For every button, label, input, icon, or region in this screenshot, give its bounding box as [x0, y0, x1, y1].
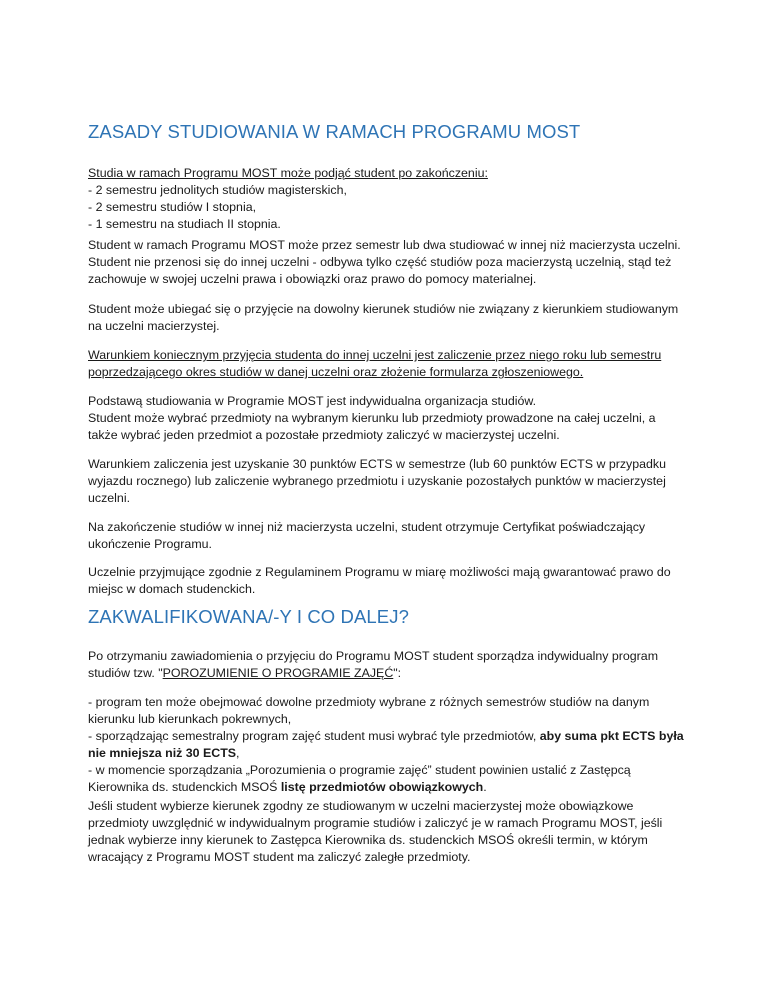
list-item: - 2 semestru jednolitych studiów magisterskich,	[88, 183, 347, 197]
paragraph-dormitory	[88, 564, 688, 598]
list-item: - 2 semestru studiów I stopnia,	[88, 200, 257, 214]
paragraph-text: Student może wybrać przedmioty na wybranym kierunku lub przedmioty prowadzone na całej uczelni, a także wybrać jeden przedmiot a pozostałe przedmioty zaliczyć w macierzystej uczelni.	[88, 411, 656, 442]
paragraph-organization	[88, 393, 688, 444]
paragraph-field-choice	[88, 301, 688, 335]
paragraph-text: Po otrzymaniu zawiadomienia o przyjęciu do Programu MOST student sporządza indywidualny program studiów tzw. "	[88, 649, 659, 680]
bold-text: aby suma pkt ECTS była nie mniejsza niż 30 ECTS	[88, 729, 684, 760]
paragraph-condition	[88, 347, 688, 381]
paragraph-text: Warunkiem koniecznym przyjęcia studenta do innej uczelni jest zaliczenie przez niego roku lub semestru poprzedzającego okres studiów w danej uczelni oraz złożenie formularza zgłoszeniowego.	[88, 348, 662, 379]
paragraph-text: - sporządzając semestralny program zajęć student musi wybrać tyle przedmiotów,	[88, 729, 540, 743]
paragraph-text: Student może ubiegać się o przyjęcie na dowolny kierunek studiów nie związany z kierunkiem studiowanym na uczelni macierzystej.	[88, 302, 679, 333]
bold-text: listę przedmiotów obowiązkowych	[280, 780, 484, 794]
paragraph-text: .	[483, 780, 487, 794]
bullet-item	[88, 728, 688, 762]
paragraph-text: Podstawą studiowania w Programie MOST jest indywidualna organizacja studiów.	[88, 394, 537, 408]
paragraph-certificate	[88, 519, 688, 553]
bullet-item	[88, 762, 688, 796]
paragraph-study-abroad	[88, 237, 688, 288]
eligibility-block	[88, 165, 688, 233]
paragraph-text: - w momencie sporządzania „Porozumienia o programie zajęć” student powinien ustalić z Zastępcą Kierownika ds. studenckich MSOŚ	[88, 763, 631, 794]
section-heading-zasady: ZASADY STUDIOWANIA W RAMACH PROGRAMU MOST	[88, 121, 581, 142]
paragraph-final	[88, 798, 688, 866]
paragraph-text: Warunkiem zaliczenia jest uzyskanie 30 punktów ECTS w semestrze (lub 60 punktów ECTS w przypadku wyjazdu rocznego) lub zaliczenie wybranego przedmiotu i uzyskanie pozostałych punktów w macierzystej uczelni.	[88, 457, 667, 505]
paragraph-text: ":	[393, 666, 402, 680]
bullet-item: - program ten może obejmować dowolne przedmioty wybrane z różnych semestrów studiów na danym kierunku lub kierunkach pokrewnych,	[88, 695, 650, 726]
paragraph-text: Na zakończenie studiów w innej niż macierzysta uczelni, student otrzymuje Certyfikat poświadczający ukończenie Programu.	[88, 520, 646, 551]
paragraph-ects	[88, 456, 688, 507]
paragraph-text: Jeśli student wybierze kierunek zgodny ze studiowanym w uczelni macierzystej może obowiązkowe przedmioty uwzględnić w indywidualnym programie studiów i zaliczyć je w ramach Programu MOST, jeśli jednak wybierze inny kierunek to Zastępca Kierownika ds. studenckich MSOŚ określi termin, w którym wracający z Programu MOST student ma zaliczyć zaległe przedmioty.	[88, 799, 663, 864]
paragraph-agreement	[88, 648, 688, 682]
section-heading-zakwalifikowana: ZAKWALIFIKOWANA/-Y I CO DALEJ?	[88, 606, 409, 627]
list-item: - 1 semestru na studiach II stopnia.	[88, 217, 281, 231]
paragraph-text: Student w ramach Programu MOST może przez semestr lub dwa studiować w innej niż macierzysta uczelni. Student nie przenosi się do innej uczelni - odbywa tylko część studiów poza macierzystą uczelnią, stąd też zachowuje w swojej uczelni prawa i obowiązki oraz prawo do pomocy materialnej.	[88, 238, 681, 286]
bullet-block	[88, 694, 688, 796]
eligibility-intro: Studia w ramach Programu MOST może podjąć student po zakończeniu:	[88, 166, 488, 180]
agreement-name: POROZUMIENIE O PROGRAMIE ZAJĘĆ	[162, 666, 394, 680]
paragraph-text: ,	[236, 746, 240, 760]
paragraph-text: Uczelnie przyjmujące zgodnie z Regulaminem Programu w miarę możliwości mają gwarantować prawo do miejsc w domach studenckich.	[88, 565, 671, 596]
